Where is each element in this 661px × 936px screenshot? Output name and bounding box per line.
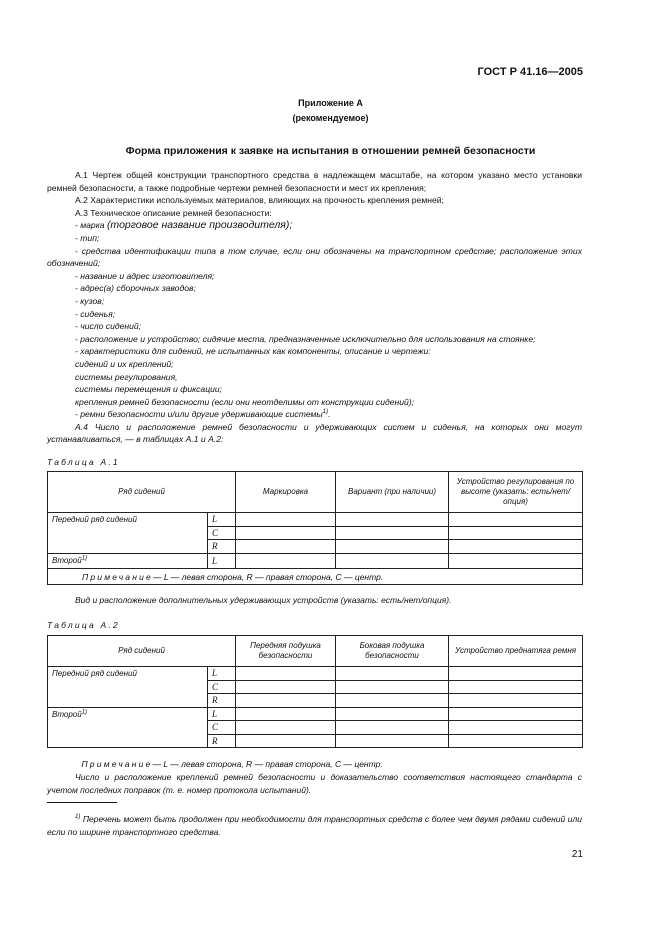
table-cell	[336, 526, 449, 540]
row-label-text: Второй	[52, 709, 82, 719]
header-cell: Ряд сидений	[48, 636, 236, 667]
list-item-text: (торговое название производителя);	[106, 219, 293, 232]
table-note-row	[48, 748, 583, 772]
paragraph-a1: А.1 Чертеж общей конструкции транспортного средства в надлежащем масштабе, на котором указано место установки ремней безопасности, а также подробные чертежи ремней безопасности и мест их крепления;	[47, 170, 582, 193]
table-cell	[449, 734, 583, 748]
table-1	[47, 471, 583, 585]
table-cell	[449, 707, 583, 721]
note-label: Примечание	[82, 571, 153, 582]
table-cell	[449, 513, 583, 527]
row-label-second	[48, 553, 208, 569]
sub-item-end: .	[328, 409, 331, 420]
sub-item: системы регулирования,	[75, 371, 178, 382]
table-row	[48, 513, 583, 527]
side-cell: L	[208, 513, 236, 527]
side-cell: R	[208, 734, 236, 748]
footnote-divider	[47, 802, 117, 803]
side-cell: L	[208, 707, 236, 721]
note-label: Примечание	[81, 758, 153, 769]
appendix-label: Приложение А	[298, 98, 363, 108]
side-cell: C	[208, 721, 236, 735]
table-cell	[236, 707, 336, 721]
sub-item-text: - ремни безопасности и/или другие удерживающие системы	[75, 409, 323, 420]
paragraph-a4: А.4 Число и расположение ремней безопасности и удерживающих систем и сиденья, на которых они могут устанавливаться, — в таблицах А.1 и А.2:	[47, 421, 582, 445]
sub-item	[47, 408, 582, 421]
anchorages-text: Число и расположение креплений ремней безопасности и доказательство соответствия настоящего стандарта с учетом последних поправок (т. е. номер протокола испытаний).	[47, 772, 582, 795]
table-cell	[336, 553, 449, 569]
table-2-caption: Таблица А.2	[47, 620, 120, 630]
list-item: - средства идентификации типа в том случае, если они обозначены на транспортном средстве; расположение этих обозначений;	[47, 245, 582, 269]
table-cell	[336, 734, 449, 748]
footnote-ref: 1)	[81, 708, 88, 715]
table-cell	[449, 680, 583, 694]
standard-number: ГОСТ Р 41.16—2005	[477, 66, 583, 78]
table-cell	[236, 513, 336, 527]
header-cell: Устройство преднатяга ремня	[449, 636, 583, 667]
side-cell: L	[208, 667, 236, 681]
header-cell: Боковая подушка безопасности	[336, 636, 449, 667]
table-cell	[336, 694, 449, 708]
header-cell: Ряд сидений	[48, 472, 236, 513]
header-cell: Маркировка	[236, 472, 336, 513]
footnote-text: Перечень может быть продолжен при необходимости для транспортных средств с более чем двумя рядами сидений или если по ширине транспортного средства.	[47, 814, 582, 837]
table-cell	[336, 680, 449, 694]
side-cell: R	[208, 540, 236, 554]
list-item: - сиденья;	[75, 308, 116, 319]
header-cell: Передняя подушка безопасности	[236, 636, 336, 667]
table-cell	[336, 513, 449, 527]
table-cell	[449, 553, 583, 569]
table-cell	[336, 540, 449, 554]
sub-item: системы перемещения и фиксации;	[75, 384, 223, 395]
table-cell	[449, 526, 583, 540]
table-row	[48, 707, 583, 721]
document-title: Форма приложения к заявке на испытания в отношении ремней безопасности	[125, 145, 536, 157]
side-cell: C	[208, 680, 236, 694]
list-item	[47, 219, 582, 232]
table-cell	[449, 667, 583, 681]
table-cell	[236, 694, 336, 708]
table-1-caption: Таблица А.1	[47, 457, 120, 467]
sub-item: крепления ремней безопасности (если они неотделимы от конструкции сидений);	[75, 396, 415, 407]
sub-item: сидений и их креплений;	[75, 358, 174, 369]
list-item-text: - марка	[75, 220, 107, 231]
table-row	[48, 553, 583, 569]
row-label-text: Второй	[52, 555, 82, 565]
row-label-front: Передний ряд сидений	[48, 513, 208, 554]
list-item: - тип;	[75, 232, 100, 243]
table-cell	[449, 540, 583, 554]
table-note	[48, 748, 583, 772]
table-cell	[236, 680, 336, 694]
footnote-ref: 1)	[322, 409, 329, 416]
header-cell: Устройство регулирования по высоте (указать: есть/нет/опция)	[449, 472, 583, 513]
paragraph-a2: А.2 Характеристики используемых материалов, влияющих на прочность крепления ремней;	[75, 195, 444, 206]
table-cell	[336, 707, 449, 721]
note-text: — L — левая сторона, R — правая сторона, C — центр.	[152, 571, 384, 582]
table-cell	[449, 721, 583, 735]
note-text: — L — левая сторона, R — правая сторона, C — центр.	[152, 758, 383, 769]
table-cell	[336, 721, 449, 735]
body-text	[47, 169, 582, 446]
table-cell	[236, 540, 336, 554]
table-cell	[236, 721, 336, 735]
table-cell	[236, 526, 336, 540]
table-row	[48, 667, 583, 681]
footnote-ref: 1)	[81, 554, 88, 561]
header-cell: Вариант (при наличии)	[336, 472, 449, 513]
table-2	[47, 635, 583, 771]
table-note	[48, 569, 583, 585]
page-number: 21	[571, 849, 583, 860]
paragraph-a3: А.3 Техническое описание ремней безопасности:	[75, 207, 272, 218]
row-label-front: Передний ряд сидений	[48, 667, 208, 708]
list-item: - название и адрес изготовителя;	[75, 270, 215, 281]
list-item: - характеристики для сидений, не испытанных как компоненты, описание и чертежи:	[75, 346, 431, 357]
list-item: - кузов;	[75, 295, 105, 306]
appendix-type: (рекомендуемое)	[292, 113, 369, 123]
row-label-second	[48, 707, 208, 748]
side-cell: C	[208, 526, 236, 540]
table-cell	[336, 667, 449, 681]
table-note-row	[48, 569, 583, 585]
side-cell: L	[208, 553, 236, 569]
table-cell	[236, 667, 336, 681]
side-cell: R	[208, 694, 236, 708]
additional-devices-text: Вид и расположение дополнительных удерживающих устройств (указать: есть/нет/опция).	[75, 595, 452, 605]
table-cell	[449, 694, 583, 708]
footnote-mark: 1)	[75, 814, 81, 821]
list-item: - расположение и устройство; сидячие места, предназначенные исключительно для использования на стоянке;	[75, 333, 536, 344]
list-item: - адрес(а) сборочных заводов;	[75, 283, 196, 294]
table-header-row	[48, 472, 583, 513]
footnote	[47, 813, 582, 839]
table-cell	[236, 734, 336, 748]
table-header-row	[48, 636, 583, 667]
list-item: - число сидений;	[75, 321, 142, 332]
table-cell	[236, 553, 336, 569]
appendix-heading	[0, 96, 661, 126]
